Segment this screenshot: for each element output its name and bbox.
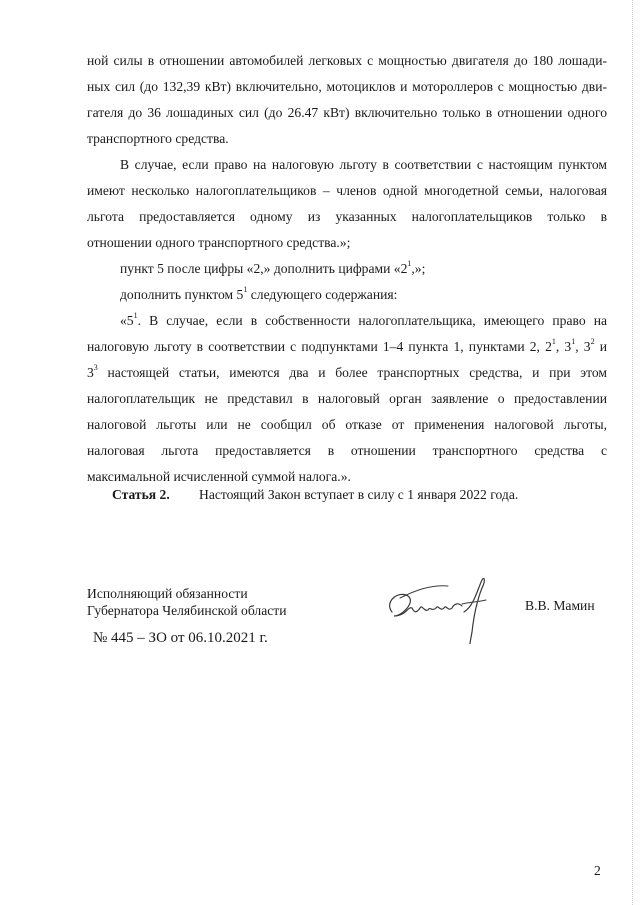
body-line: гателя до 36 лошадиных сил (до 26.47 кВт) включительно только в отношении одного — [87, 105, 607, 120]
body-line: налоговая льгота предоставляется в отношении транспортного средства с — [87, 443, 607, 458]
body-line: $3^3$ настоящей статьи, имеются два и более транспортных средства, и при этом — [87, 363, 607, 380]
body-line: отношении одного транспортного средства.»; — [87, 235, 351, 250]
body-line: имеют несколько налогоплательщиков – членов одной многодетной семьи, налоговая — [87, 183, 607, 198]
handwritten-signature — [378, 572, 498, 644]
body-line: транспортного средства. — [87, 131, 229, 146]
body-line: налоговой льготы или не сообщил об отказе от применения налоговой льготы, — [87, 417, 607, 432]
body-line: «$5^1$. В случае, если в собственности налогоплательщика, имеющего право на — [120, 311, 607, 328]
body-line: ной силы в отношении автомобилей легковых с мощностью двигателя до 180 лошади- — [87, 53, 607, 68]
body-line: пункт 5 после цифры «2,» дополнить цифрами «$2^1$,»; — [120, 259, 426, 276]
body-line: максимальной исчисленной суммой налога.». — [87, 469, 351, 484]
body-line: льгота предоставляется одному из указанных налогоплательщиков только в — [87, 209, 607, 224]
body-line: дополнить пунктом $5^1$ следующего содержания: — [120, 285, 398, 302]
body-line: В случае, если право на налоговую льготу в соответствии с настоящим пунктом — [120, 157, 607, 172]
scan-edge-mark — [632, 0, 635, 905]
signatory-title: Исполняющий обязанности — [87, 586, 248, 601]
signatory-title: Губернатора Челябинской области — [87, 603, 287, 618]
body-line: ных сил (до 132,39 кВт) включительно, мотоциклов и мотороллеров с мощностью дви- — [87, 79, 607, 94]
signatory-name: В.В. Мамин — [525, 598, 595, 613]
page-number: 2 — [594, 863, 601, 878]
body-line: налогоплательщик не представил в налоговый орган заявление о предоставлении — [87, 391, 607, 406]
law-number: № 445 – ЗО от 06.10.2021 г. — [93, 630, 268, 646]
article-label: Статья 2. — [112, 487, 170, 502]
body-line: налоговую льготу в соответствии с подпунктами 1–4 пункта 1, пунктами 2, $2^1$, $3^1$, $3^2$ и — [87, 337, 607, 354]
article-text: Настоящий Закон вступает в силу с 1 января 2022 года. — [199, 487, 519, 502]
